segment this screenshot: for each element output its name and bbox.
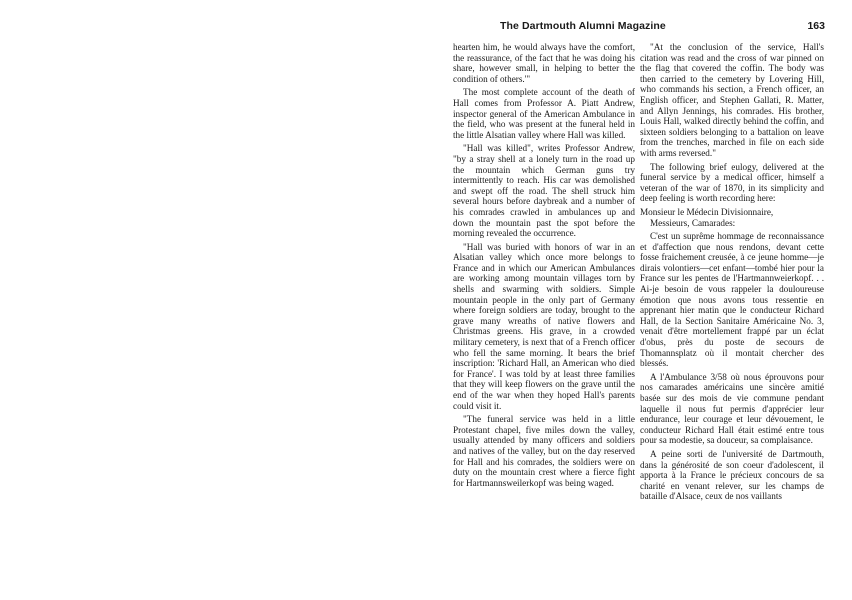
salutation-line: Monsieur le Médecin Divisionnaire, — [640, 206, 774, 217]
paragraph: The most complete account of the death of Hall comes from Professor A. Piatt Andrew, inspector general of the American Ambulance in the field, who was present at the funeral held in the little Alsatian valley where Hall was killed. — [453, 87, 635, 140]
paragraph: "The funeral service was held in a little Protestant chapel, five miles down the valley, usually attended by many officers and soldiers and natives of the valley, but on the day reserved for Hall and his comrades, the soldiers were on duty on the mountain crest where a fierce fight for Hartmannsweilerkopf was being waged. — [453, 414, 635, 488]
paragraph: "Hall was buried with honors of war in an Alsatian valley which once more belongs to France and in which our American Ambulances are working among mountain villages torn by shells and swarming with soldiers. Simple mountain people in the only part of Germany where foreign soldiers are today, brought to the grave many wreaths of native flowers and Christmas greens. His grave, in a crowded military cemetery, is next that of a French officer who fell the same morning. It bears the brief inscription: 'Richard Hall, an American who died for France'. I was told by at least three families that they will keep flowers on the grave until the end of the war when they hoped Hall's parents could visit it. — [453, 241, 635, 411]
right-column — [640, 42, 824, 505]
paragraph: The following brief eulogy, delivered at the funeral service by a medical officer, himself a veteran of the war of 1870, in its simplicity and deep feeling is worth recording here: — [640, 161, 824, 204]
left-column — [453, 42, 635, 491]
paragraph: hearten him, he would always have the comfort, the reassurance, of the fact that he was doing his share, however small, in helping to better the condition of others.'" — [453, 42, 635, 84]
salutation-line: Messieurs, Camarades: — [650, 217, 736, 228]
page-number: 163 — [807, 20, 825, 32]
paragraph: "At the conclusion of the service, Hall's citation was read and the cross of war pinned on the flag that covered the coffin. The body was then carried to the cemetery by Lovering Hill, who commands his section, a French officer, an English officer, and Stephen Gallati, R. Matter, and Allyn Jennings, his comrades. His brother, Louis Hall, walked directly behind the coffin, and sixteen soldiers belonging to a battalion on leave from the trenches, marched in file on each side with arms reversed." — [640, 42, 824, 158]
paragraph: C'est un suprême hommage de reconnaissance et d'affection que nous rendons, devant cette fosse fraichement creusée, à ce jeune homme—je dirais volontiers—cet enfant—tombé hier pour la France sur les pentes de l'Hartmannweierkopf. . . Ai-je besoin de vous rappeler la douloureuse émotion que nous avons tous ressentie en apprenant hier matin que le conducteur Richard Hall, de la Section Sanitaire Américaine No. 3, venait d'être mortellement frappé par un éclat d'obus, près du poste de secours de Thomannsplatz où il montait chercher des blessés. — [640, 231, 824, 369]
magazine-title: The Dartmouth Alumni Magazine — [500, 20, 666, 32]
running-header — [500, 20, 825, 36]
paragraph: A l'Ambulance 3/58 où nous éprouvons pour nos camarades américains une sincère amitié basée sur des mois de vie commune pendant laquelle il nous fut permis d'apprécier leur endurance, leur courage et leur dévouement, le conducteur Richard Hall était estimé entre tous pour sa modestie, sa douceur, sa complaisance. — [640, 371, 824, 446]
paragraph: A peine sorti de l'université de Dartmouth, dans la générosité de son coeur d'adolescent, il apporta à la France le précieux concours de sa charité en venant relever, sur les champs de bataille d'Alsace, ceux de nos vaillants — [640, 448, 824, 502]
paragraph: "Hall was killed", writes Professor Andrew, "by a stray shell at a lonely turn in the road up the mountain which German guns try intermittently to reach. His car was demolished and swept off the road. The shell struck him several hours before daybreak and a number of his comrades crawled in ambulances up and down the mountain past the spot before the morning revealed the occurrence. — [453, 143, 635, 239]
